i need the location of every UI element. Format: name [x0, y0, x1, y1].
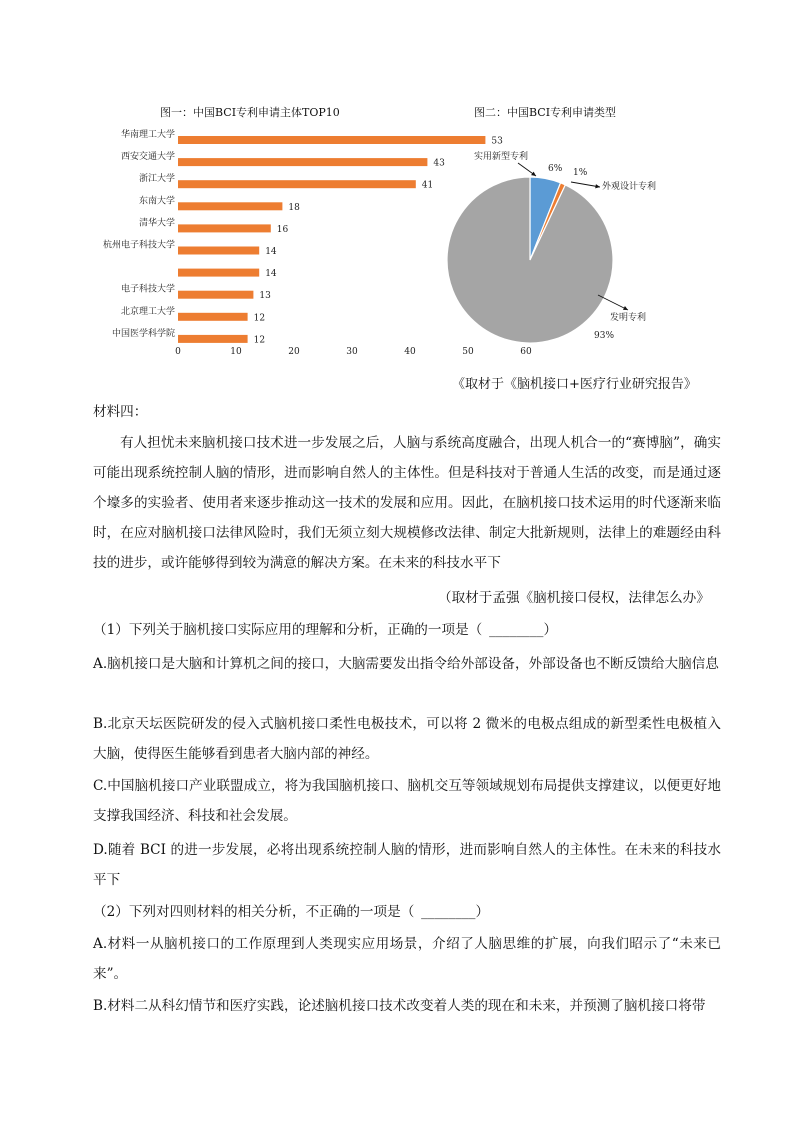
x-tick-label: 60	[520, 347, 532, 357]
q1-option-a: A.脑机接口是大脑和计算机之间的接口，大脑需要发出指令给外部设备，外部设备也不断反馈给大脑信息	[93, 656, 719, 672]
category-label: 杭州电子科技大学	[102, 240, 175, 251]
category-label: 清华大学	[138, 218, 175, 229]
x-tick-label: 40	[404, 347, 416, 357]
leader-arrowhead	[531, 172, 536, 176]
bar	[178, 202, 282, 210]
bar	[178, 224, 271, 232]
slice-name-label: 外观设计专利	[602, 182, 657, 192]
slice-name-label: 实用新型专利	[474, 152, 529, 162]
slice-name-label: 发明专利	[610, 313, 647, 323]
source-caption-1: 《取材于《脑机接口+医疗行业研究报告》	[452, 377, 697, 392]
q2-option-b: B.材料二从科幻情节和医疗实践，论述脑机接口技术改变着人类的现在和未来，并预测了脑机接口将带	[93, 998, 706, 1014]
bar	[178, 269, 259, 277]
q2-option-a: A.材料一从脑机接口的工作原理到人类现实应用场景，介绍了人脑思维的扩展，向我们昭示了“未来已来”。	[93, 936, 721, 982]
q1-option-b: B.北京天坛医院研发的侵入式脑机接口柔性电极技术，可以将 2 微米的电极点组成的新型柔性电极植入大脑，使得医生能够看到患者大脑内部的神经。	[93, 716, 721, 762]
category-label: 东南大学	[138, 196, 175, 207]
bar-value-label: 43	[433, 158, 445, 169]
bar	[178, 158, 427, 166]
category-label: 电子科技大学	[120, 284, 175, 295]
bar-value-label: 14	[265, 269, 277, 280]
bar-value-label: 12	[253, 313, 266, 324]
slice-value-label: 93%	[594, 331, 615, 341]
material4-paragraph: 有人担忧未来脑机接口技术进一步发展之后，人脑与系统高度融合，出现人机合一的“赛博脑”，确实可能出现系统控制人脑的情形，进而影响自然人的主体性。但是科技对于普通人生活的改变，而是通过逐个壕多的实验者、使用者来逐步推动这一技术的发展和应用。因此，在脑机接口技术运用的时代逐渐来临时，在应对脑机接口法律风险时，我们无须立刻大规模修改法律、制定大批新规则，法律上的难题经由科技的进步，或许能够得到较为满意的解决方案。在未来的科技水平下	[93, 435, 721, 571]
bar	[178, 291, 253, 299]
material4-heading: 材料四：	[93, 404, 148, 420]
x-tick-label: 0	[175, 347, 181, 357]
slice-value-label: 6%	[548, 164, 563, 174]
bar-value-label: 41	[421, 180, 434, 191]
source-caption-2: （取材于孟强《脑机接口侵权，法律怎么办》	[438, 590, 710, 606]
category-label: 北京理工大学	[120, 306, 175, 317]
bar-value-label: 16	[276, 224, 289, 235]
bar-value-label: 14	[265, 247, 277, 257]
bar-value-label: 18	[288, 202, 300, 213]
question-2: （2）下列对四则材料的相关分析，不正确的一项是（ ________）	[93, 904, 490, 920]
bar	[178, 180, 416, 188]
category-label: 华南理工大学	[120, 130, 175, 140]
pie-slice	[447, 177, 613, 343]
bar-value-label: 13	[259, 291, 271, 302]
bar	[178, 247, 259, 255]
bar-value-label: 12	[253, 335, 266, 346]
x-tick-label: 30	[346, 347, 358, 357]
bar-chart-title: 图一：中国BCI专利申请主体TOP10	[160, 106, 340, 119]
category-label: 西安交通大学	[120, 152, 175, 163]
x-tick-label: 20	[288, 347, 300, 357]
slice-value-label: 1%	[573, 168, 588, 178]
question-1: （1）下列关于脑机接口实际应用的理解和分析，正确的一项是（ ________）	[93, 622, 558, 638]
x-tick-label: 50	[462, 347, 474, 357]
q1-option-d: D.随着 BCI 的进一步发展，必将出现系统控制人脑的情形，进而影响自然人的主体性。在未来的科技水平下	[93, 842, 721, 888]
bar	[178, 313, 248, 321]
x-tick-label: 10	[230, 347, 242, 357]
category-label: 中国医学科学院	[111, 328, 175, 339]
pie-chart	[440, 140, 680, 350]
q1-option-c: C.中国脑机接口产业联盟成立，将为我国脑机接口、脑机交互等领域规划布局提供支撑建议，以便更好地支撑我国经济、科技和社会发展。	[93, 778, 721, 824]
pie-chart-title: 图二：中国BCI专利申请类型	[474, 106, 617, 119]
bar-value-label: 53	[491, 136, 503, 147]
leader-line	[598, 295, 628, 310]
bar	[178, 335, 248, 343]
category-label: 浙江大学	[138, 174, 175, 185]
leader-arrowhead	[595, 184, 600, 188]
